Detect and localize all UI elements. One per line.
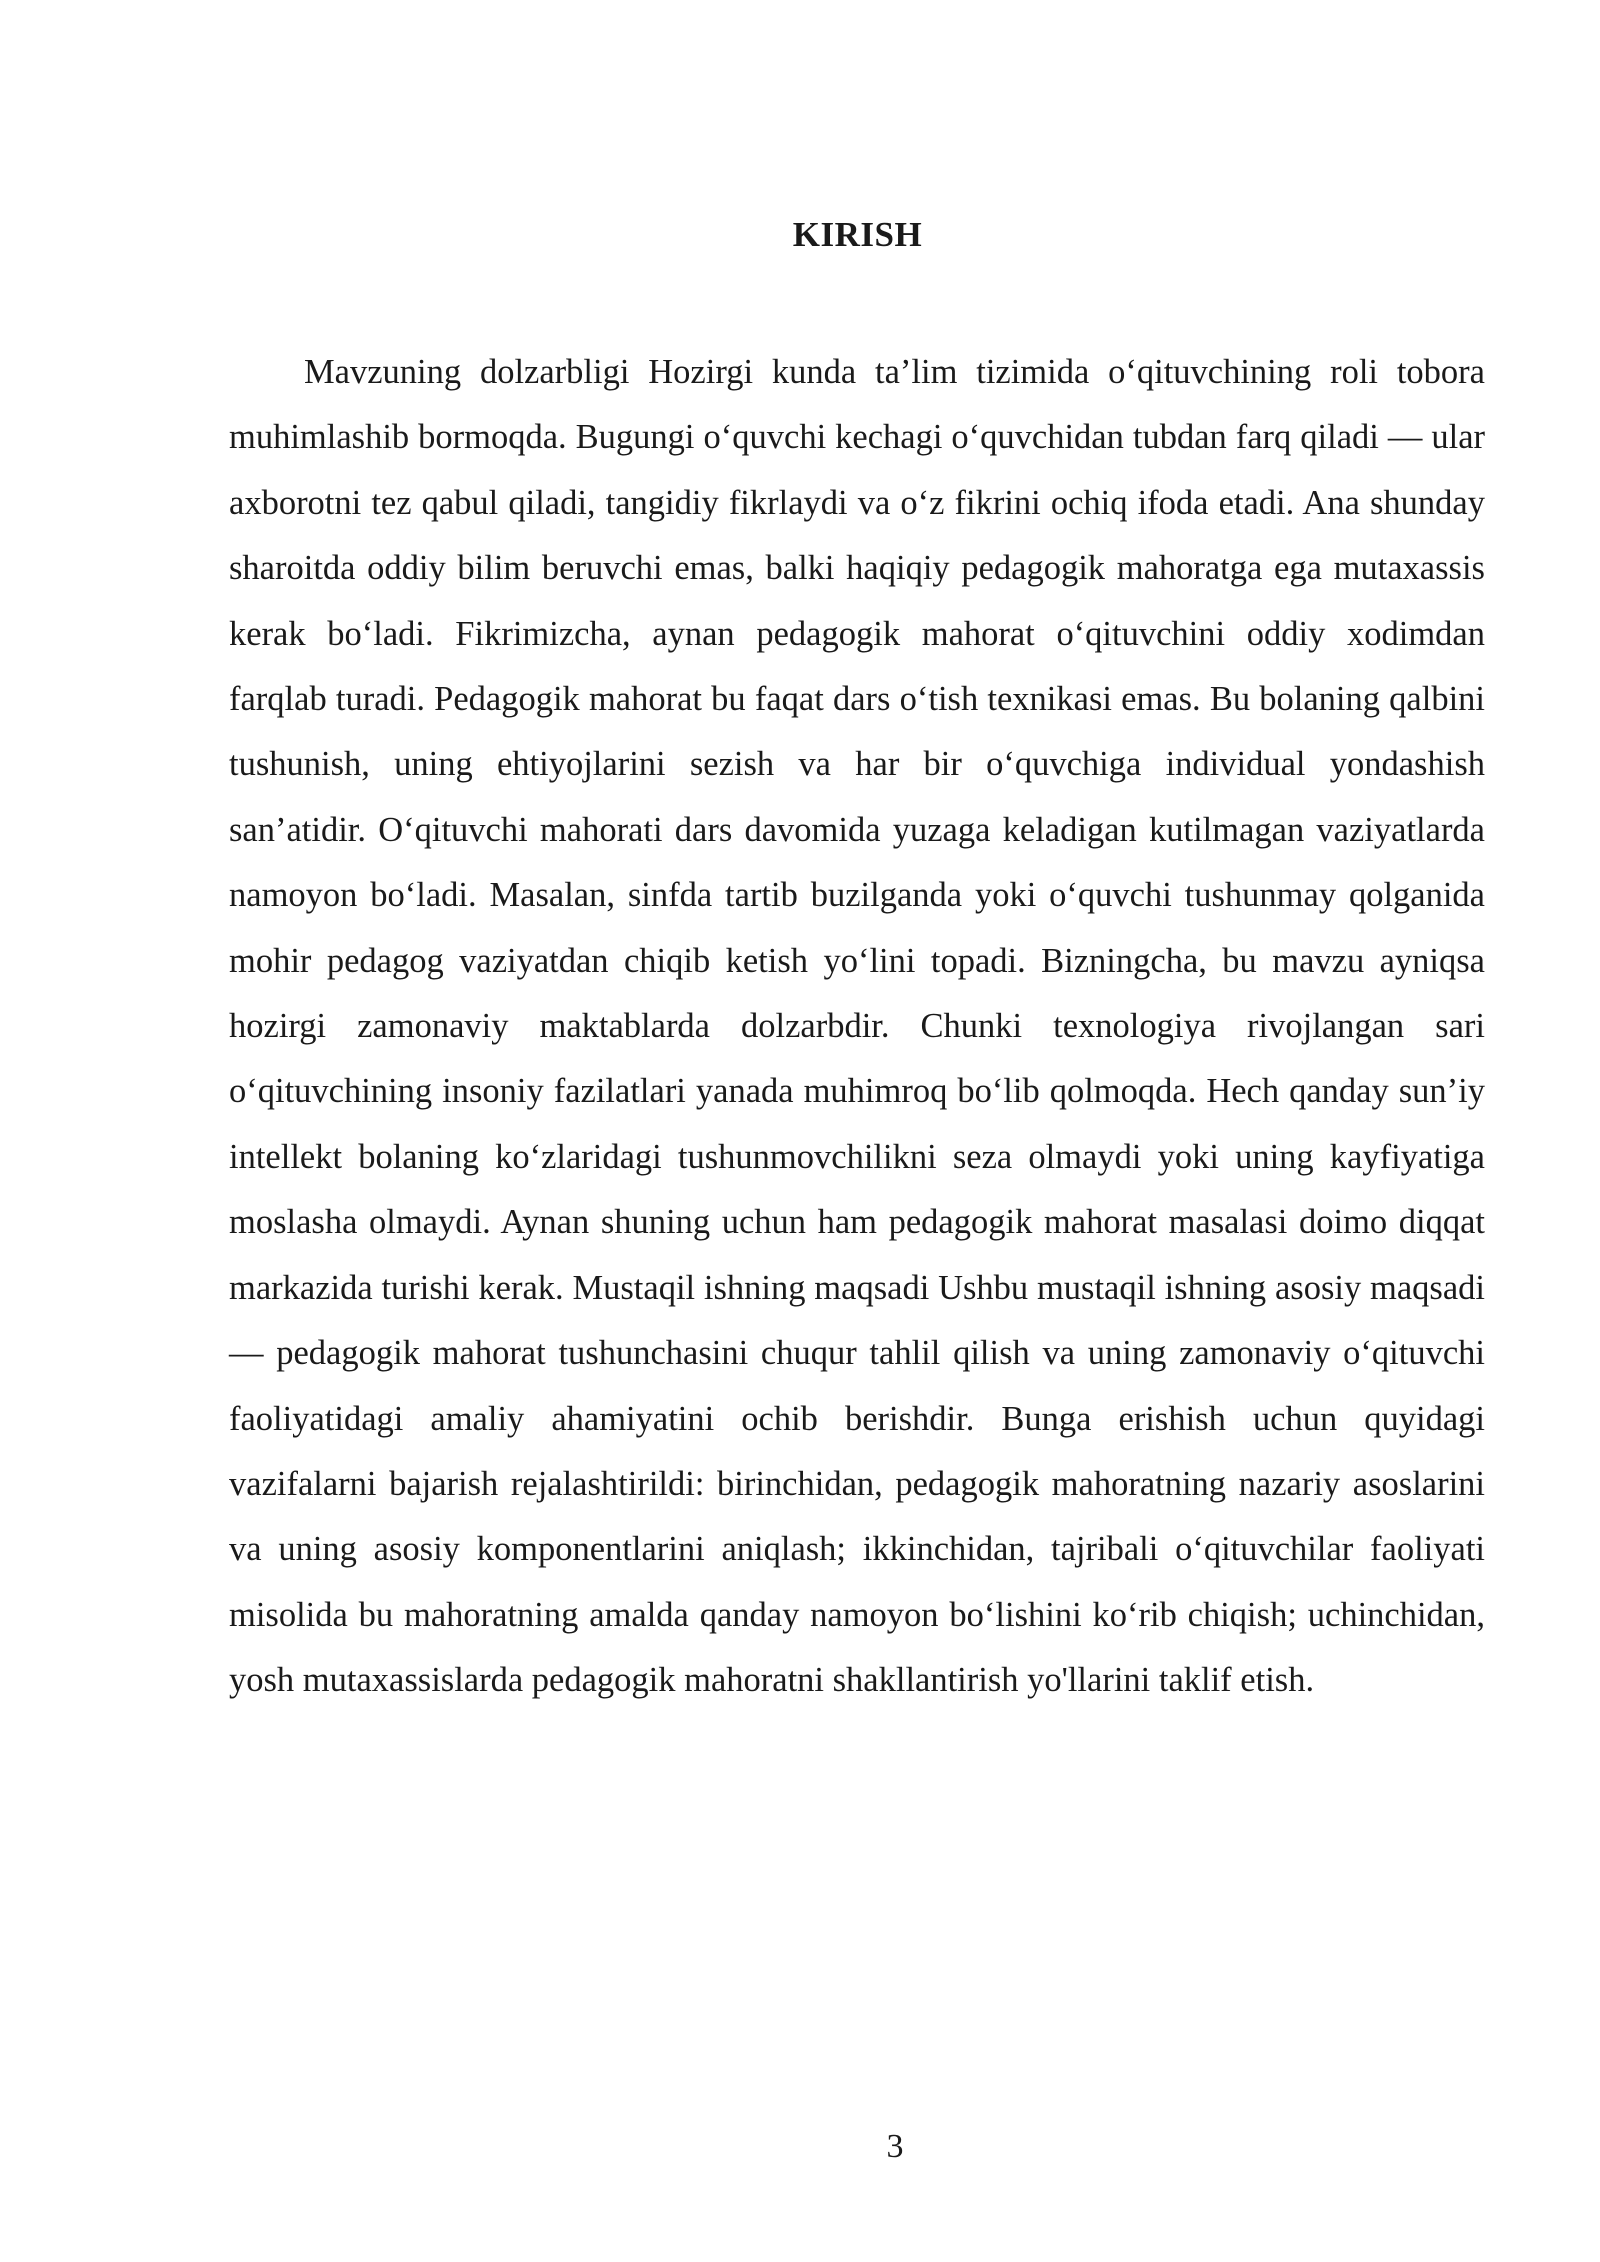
page-number: 3 <box>886 2128 904 2165</box>
page-title: KIRISH <box>792 215 923 254</box>
body-paragraph: Mavzuning dolzarbligi Hozirgi kunda ta’lim tizimida o‘qituvchining roli tobora muhimlashib bormoqda. Bugungi o‘quvchi kechagi o‘quvchidan tubdan farq qiladi — ular axborotni tez qabul qiladi, tangidiy fikrlaydi va o‘z fikrini ochiq ifoda etadi. Ana shunday sharoitda oddiy bilim beruvchi emas, balki haqiqiy pedagogik mahoratga ega mutaxassis kerak bo‘ladi. Fikrimizcha, aynan pedagogik mahorat o‘qituvchini oddiy xodimdan farqlab turadi. Pedagogik mahorat bu faqat dars o‘tish texnikasi emas. Bu bolaning qalbini tushunish, uning ehtiyojlarini sezish va har bir o‘quvchiga individual yondashish san’atidir. O‘qituvchi mahorati dars davomida yuzaga keladigan kutilmagan vaziyatlarda namoyon bo‘ladi. Masalan, sinfda tartib buzilganda yoki o‘quvchi tushunmay qolganida mohir pedagog vaziyatdan chiqib ketish yo‘lini topadi. Bizningcha, bu mavzu ayniqsa hozirgi zamonaviy maktablarda dolzarbdir. Chunki texnologiya rivojlangan sari o‘qituvchining insoniy fazilatlari yanada muhimroq bo‘lib qolmoqda. Hech qanday sun’iy intellekt bolaning ko‘zlaridagi tushunmovchilikni seza olmaydi yoki uning kayfiyatiga moslasha olmaydi. Aynan shuning uchun ham pedagogik mahorat masalasi doimo diqqat markazida turishi kerak. Mustaqil ishning maqsadi Ushbu mustaqil ishning asosiy maqsadi — pedagogik mahorat tushunchasini chuqur tahlil qilish va uning zamonaviy o‘qituvchi faoliyatidagi amaliy ahamiyatini ochib berishdir. Bunga erishish uchun quyidagi vazifalarni bajarish rejalashtirildi: birinchidan, pedagogik mahoratning nazariy asoslarini va uning asosiy komponentlarini aniqlash; ikkinchidan, tajribali o‘qituvchilar faoliyati misolida bu mahoratning amalda qanday namoyon bo‘lishini ko‘rib chiqish; uchinchidan, yosh mutaxassislarda pedagogik mahoratni shakllantirish yo'llarini taklif etish. <box>229 353 1485 1700</box>
